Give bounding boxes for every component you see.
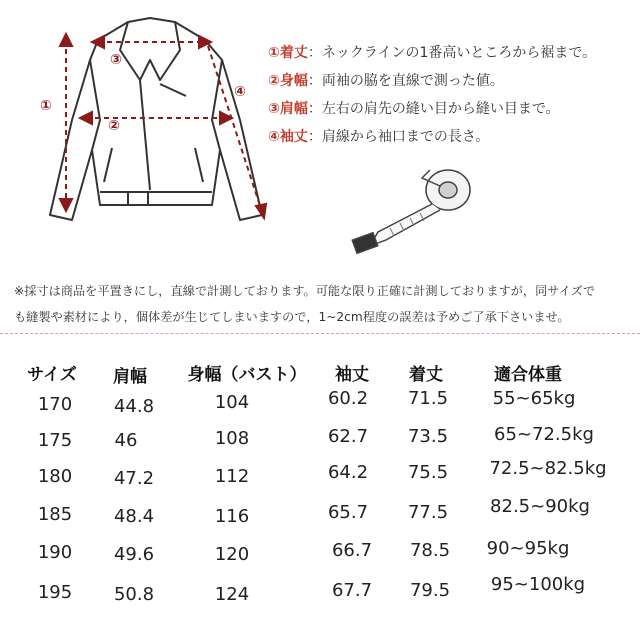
- cell-weight: 95~100kg: [490, 574, 586, 595]
- legend-item-sleeve: [268, 126, 489, 146]
- cell-bust: 124: [214, 584, 250, 605]
- legend-desc: ：ネックラインの1番高いところから裾まで。: [307, 45, 597, 61]
- legend-label: ①着丈: [268, 45, 308, 61]
- cell-weight: 72.5~82.5kg: [489, 458, 607, 479]
- header-bust: 身幅（バスト）: [187, 365, 307, 385]
- tape-measure-icon: [350, 150, 480, 260]
- legend-desc: ：左右の肩先の縫い目から縫い目まで。: [307, 101, 560, 117]
- cell-sleeve: 62.7: [327, 426, 369, 447]
- cell-weight: 65~72.5kg: [494, 424, 594, 445]
- header-length: 着丈: [409, 365, 443, 385]
- cell-weight: 90~95kg: [486, 538, 570, 559]
- cell-weight: 55~65kg: [492, 388, 576, 409]
- legend-desc: ：両袖の脇を直線で測った値。: [307, 73, 504, 89]
- cell-length: 77.5: [407, 502, 449, 523]
- marker-3: ③: [110, 52, 122, 68]
- cell-shoulder: 44.8: [113, 396, 155, 417]
- jacket-measurement-diagram: [0, 0, 290, 240]
- cell-shoulder: 49.6: [113, 544, 155, 565]
- cell-bust: 112: [214, 466, 250, 487]
- legend-item-width: [268, 70, 504, 90]
- cell-length: 79.5: [409, 580, 451, 601]
- marker-1: ①: [40, 98, 52, 114]
- legend-label: ③肩幅: [268, 101, 308, 117]
- measurement-note-line-2: も縫製や素材により，個体差が生じてしまいますので，1~2cm程度の誤差は予めご了承下さいませ。: [14, 310, 570, 324]
- cell-weight: 82.5~90kg: [490, 496, 590, 517]
- cell-sleeve: 64.2: [327, 462, 369, 483]
- cell-sleeve: 66.7: [331, 540, 373, 561]
- cell-sleeve: 65.7: [327, 502, 369, 523]
- divider: [0, 333, 640, 334]
- legend-item-length: [268, 42, 596, 62]
- legend-item-shoulder: [268, 98, 560, 118]
- cell-size: 185: [37, 504, 73, 525]
- cell-size: 175: [37, 430, 73, 451]
- header-weight: 適合体重: [494, 365, 562, 385]
- cell-length: 73.5: [407, 426, 449, 447]
- cell-sleeve: 60.2: [327, 388, 369, 409]
- marker-2: ②: [108, 118, 120, 134]
- cell-shoulder: 48.4: [113, 506, 155, 527]
- cell-length: 75.5: [407, 462, 449, 483]
- cell-bust: 116: [214, 506, 250, 527]
- header-shoulder: 肩幅: [113, 367, 147, 387]
- cell-bust: 120: [214, 544, 250, 565]
- cell-size: 180: [37, 466, 73, 487]
- cell-size: 170: [37, 394, 73, 415]
- cell-length: 78.5: [409, 540, 451, 561]
- cell-size: 190: [37, 542, 73, 563]
- legend-desc: ：肩線から袖口までの長さ。: [307, 129, 490, 145]
- header-sleeve: 袖丈: [335, 365, 369, 385]
- measurement-note-line-1: ※採寸は商品を平置きにし，直線で計測しております。可能な限り正確に計測しておりますが，同サイズで: [14, 284, 596, 298]
- legend-label: ②身幅: [268, 73, 308, 89]
- cell-bust: 108: [214, 428, 250, 449]
- marker-4: ④: [234, 84, 246, 100]
- cell-length: 71.5: [407, 388, 449, 409]
- cell-size: 195: [37, 582, 73, 603]
- cell-bust: 104: [214, 392, 250, 413]
- cell-shoulder: 46: [114, 430, 138, 451]
- cell-shoulder: 50.8: [113, 584, 155, 605]
- cell-sleeve: 67.7: [331, 580, 373, 601]
- header-size: サイズ: [27, 365, 77, 385]
- legend-label: ④袖丈: [268, 129, 308, 145]
- cell-shoulder: 47.2: [113, 468, 155, 489]
